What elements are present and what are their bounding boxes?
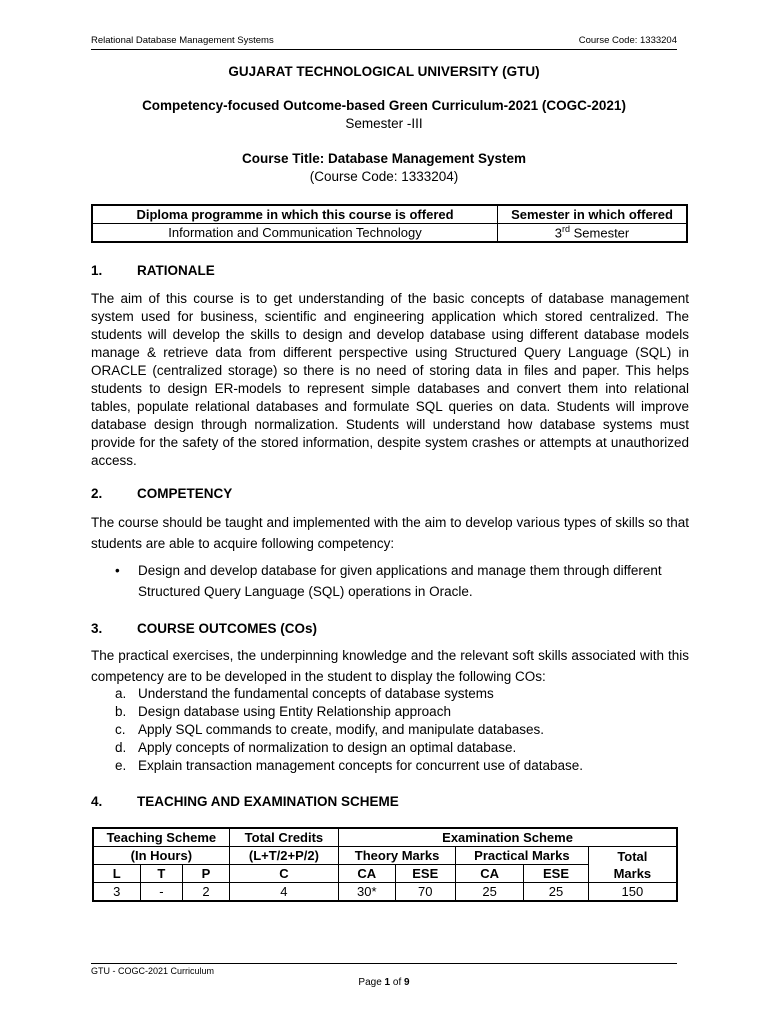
semester-word: Semester: [570, 225, 630, 241]
section-title: TEACHING AND EXAMINATION SCHEME: [137, 794, 399, 809]
page-current: 1: [384, 977, 391, 988]
co-text: Explain transaction management concepts for concurrent use of database.: [138, 758, 584, 773]
teaching-scheme-subheader: (In Hours): [94, 847, 230, 865]
curriculum-title: Competency-focused Outcome-based Green Curriculum-2021 (COGC-2021): [142, 98, 626, 113]
scheme-table: [93, 828, 677, 901]
col-p: P: [183, 865, 230, 883]
value-prac-ese: 25: [524, 883, 588, 901]
value-l: 3: [94, 883, 141, 901]
co-letter: b.: [115, 704, 127, 719]
co-item: [115, 722, 544, 737]
semester-cell: [498, 224, 687, 242]
co-text: Understand the fundamental concepts of database systems: [138, 686, 494, 701]
semester-col-header: Semester in which offered: [498, 206, 687, 224]
section-scheme-heading: [91, 794, 399, 809]
co-letter: e.: [115, 758, 127, 773]
col-c: C: [229, 865, 338, 883]
co-text: Apply SQL commands to create, modify, and manipulate databases.: [138, 722, 544, 737]
total-marks-header: [588, 847, 676, 883]
co-text: Apply concepts of normalization to design an optimal database.: [138, 740, 517, 755]
value-theory-ca: 30*: [339, 883, 395, 901]
page-word: Page: [358, 977, 385, 988]
section-title: RATIONALE: [137, 263, 215, 278]
university-title: GUJARAT TECHNOLOGICAL UNIVERSITY (GTU): [228, 64, 540, 79]
teaching-scheme-header: Teaching Scheme: [94, 829, 230, 847]
col-t: T: [140, 865, 183, 883]
table-row: [94, 883, 677, 901]
programme-col-header: Diploma programme in which this course is offered: [93, 206, 498, 224]
co-text: Design database using Entity Relationship approach: [138, 704, 451, 719]
of-word: of: [390, 977, 405, 988]
value-total: 150: [588, 883, 676, 901]
section-number: 2.: [91, 486, 103, 501]
exam-scheme-header: Examination Scheme: [339, 829, 677, 847]
bullet-icon: •: [115, 563, 120, 578]
competency-intro: The course should be taught and implemented with the aim to develop various types of skills so that students are able to acquire following competency:: [91, 515, 689, 551]
competency-bullet-text: Design and develop database for given applications and manage them through different Structured Query Language (SQL) operations in Oracle.: [138, 563, 662, 599]
value-c: 4: [229, 883, 338, 901]
value-theory-ese: 70: [395, 883, 455, 901]
co-letter: a.: [115, 686, 127, 701]
page-number: [91, 977, 677, 988]
section-cos-heading: [91, 621, 317, 636]
page-total: 9: [404, 977, 410, 988]
section-title: COURSE OUTCOMES (COs): [137, 621, 318, 636]
col-theory-ese: ESE: [395, 865, 455, 883]
semester-suffix: rd: [561, 224, 570, 235]
co-item: [115, 758, 583, 773]
programme-cell: Information and Communication Technology: [93, 224, 498, 242]
header-right: Course Code: 1333204: [578, 35, 677, 46]
co-letter: d.: [115, 740, 127, 755]
credits-header: Total Credits: [229, 829, 338, 847]
col-l: L: [94, 865, 141, 883]
section-rationale-heading: [91, 263, 215, 278]
col-theory-ca: CA: [339, 865, 395, 883]
co-intro: The practical exercises, the underpinning knowledge and the relevant soft skills associated with this competency are to be developed in the student to display the following COs:: [91, 648, 689, 684]
value-p: 2: [183, 883, 230, 901]
rationale-paragraph: The aim of this course is to get understanding of the basic concepts of database management system used for business, scientific and engineering application which stored centralized. The students will develop the skills to design and develop database using different database models manage & retrieve data from different perspective using Structured Query Language (SQL) in ORACLE (centralized storage) so there is no need of storing data in files and paper. This helps students to design ER-models to represent simple databases and convert them into relational tables, populate relational databases and formulate SQL queries on data. Students will improve database design through normalization. Students will understand how database systems must provide for the safety of the stored information, despite system crashes or attempts at unauthorized access.: [91, 291, 689, 468]
co-letter: c.: [115, 722, 126, 737]
section-title: COMPETENCY: [137, 486, 233, 501]
semester-number: 3: [554, 225, 562, 241]
total-label: Total: [617, 848, 648, 864]
section-number: 3.: [91, 621, 103, 636]
header-left: Relational Database Management Systems: [91, 35, 274, 46]
theory-marks-header: Theory Marks: [339, 847, 456, 865]
co-item: [115, 704, 451, 719]
page-footer: [91, 963, 677, 976]
footer-left: GTU - COGC-2021 Curriculum: [91, 966, 215, 976]
course-title: Course Title: Database Management System: [241, 151, 527, 166]
col-prac-ca: CA: [455, 865, 523, 883]
page-header: [91, 33, 677, 50]
col-prac-ese: ESE: [524, 865, 588, 883]
section-number: 1.: [91, 263, 103, 278]
value-prac-ca: 25: [455, 883, 523, 901]
semester-label: Semester -III: [345, 116, 423, 131]
credits-subheader: (L+T/2+P/2): [229, 847, 338, 865]
section-number: 4.: [91, 794, 103, 809]
value-t: -: [140, 883, 183, 901]
co-item: [115, 686, 494, 701]
course-code: (Course Code: 1333204): [309, 169, 459, 184]
co-item: [115, 740, 516, 755]
programme-table: [92, 205, 687, 242]
practical-marks-header: Practical Marks: [455, 847, 588, 865]
section-competency-heading: [91, 486, 232, 501]
marks-label: Marks: [613, 865, 652, 881]
